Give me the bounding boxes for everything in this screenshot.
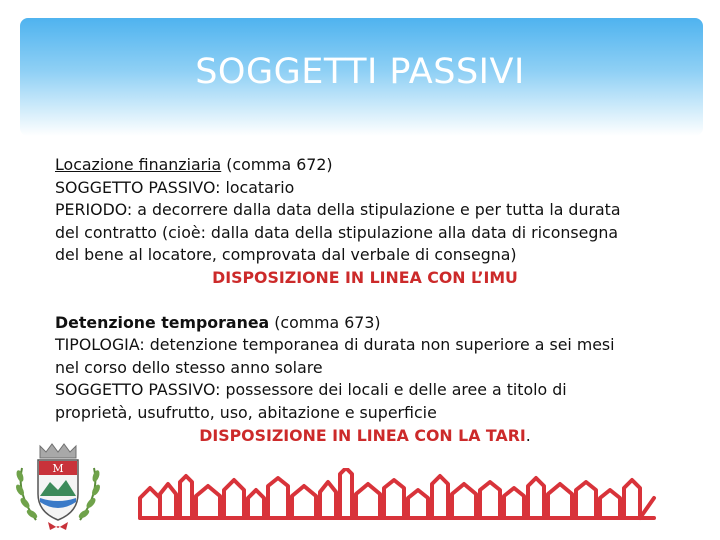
section1-heading-line — [55, 154, 675, 177]
section2-note-line — [55, 425, 675, 448]
section2-line5: proprietà, usufrutto, uso, abitazione e superficie — [55, 402, 437, 422]
slide-title: SOGGETTI PASSIVI — [195, 52, 525, 92]
section2-heading-suffix: (comma 673) — [269, 312, 381, 332]
town-skyline-icon — [138, 468, 658, 524]
section1-line5: del bene al locatore, comprovata dal verbale di consegna) — [55, 245, 517, 265]
section2-heading: Detenzione temporanea — [55, 312, 270, 332]
section2-line3: nel corso dello stesso anno solare — [55, 357, 323, 377]
section2-note-end: . — [525, 425, 531, 445]
section1-line3: PERIODO: a decorrere dalla data della stipulazione e per tutta la durata — [55, 200, 621, 220]
municipal-coat-of-arms-icon — [12, 438, 104, 534]
section2-line4: SOGGETTO PASSIVO: possessore dei locali e delle aree a titolo di — [55, 380, 567, 400]
section2-heading-line — [55, 312, 675, 335]
section2-line2: TIPOLOGIA: detenzione temporanea di durata non superiore a sei mesi — [55, 335, 615, 355]
section1-line4: del contratto (cioè: dalla data della stipulazione alla data di riconsegna — [55, 222, 619, 242]
section1-heading: Locazione finanziaria — [55, 155, 222, 174]
section2-note: DISPOSIZIONE IN LINEA CON LA TARI — [199, 425, 526, 445]
section1-heading-suffix: (comma 672) — [221, 155, 333, 174]
section1-note-line — [55, 267, 675, 290]
slide-content — [55, 154, 675, 447]
section1-line2: SOGGETTO PASSIVO: locatario — [55, 177, 295, 197]
section-gap — [55, 290, 675, 312]
section1-note: DISPOSIZIONE IN LINEA CON L’IMU — [212, 267, 518, 287]
svg-text:M: M — [52, 462, 64, 475]
